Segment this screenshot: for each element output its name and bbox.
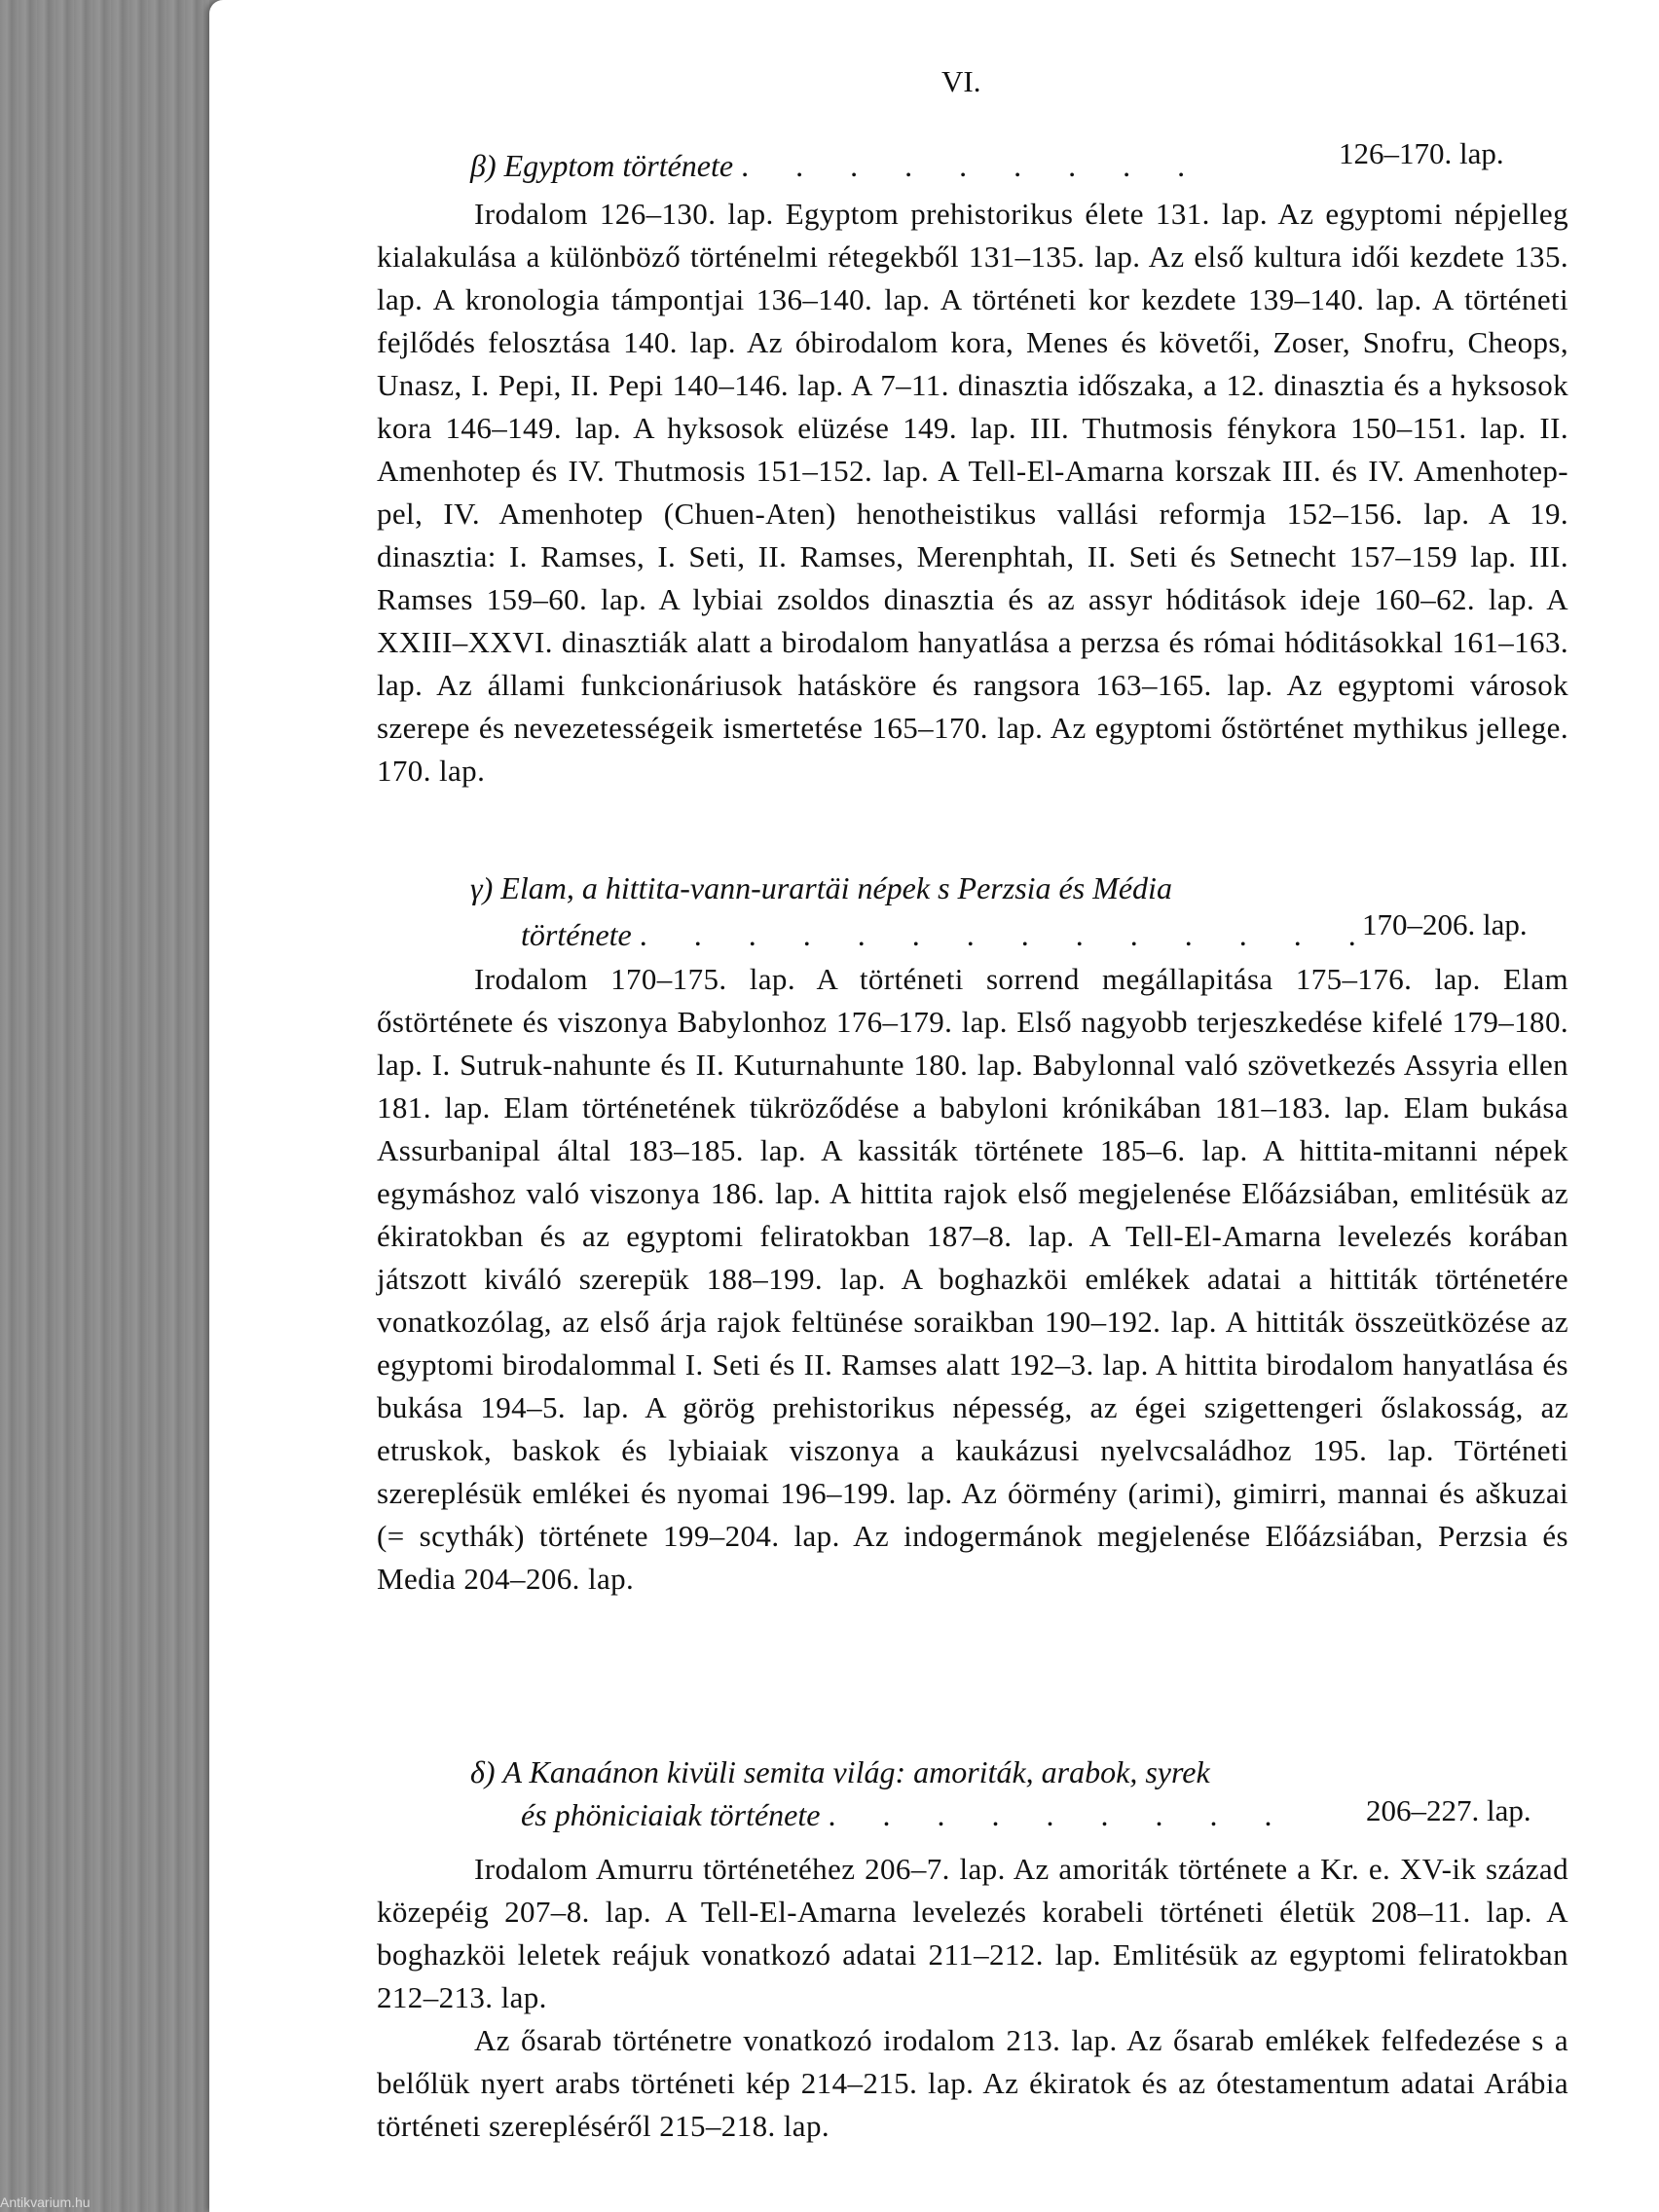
section-heading-delta-line2: és phöniciaiak története . . . . . . . . . (521, 1797, 1292, 1832)
page-background-edge (0, 0, 209, 2212)
section-title-delta: δ) A Kanaánon kivüli semita világ: amoriták, arabok, syrek (470, 1754, 1210, 1789)
section-body-delta (377, 1848, 1568, 2019)
section-body-gamma (377, 958, 1568, 1601)
page-number: VI. (941, 64, 981, 98)
section-title-beta: β) Egyptom története (470, 148, 734, 183)
paragraph: Irodalom 170–175. lap. A történeti sorrend megállapitása 175–176. lap. Elam őstörténete és viszonya Babylonhoz 176–179. lap. Első nagyobb terjeszkedése kifelé 179–180. lap. I. Sutruk-nahunte és II. Kuturnahunte 180. lap. Babylonnal való szövetkezés Assyria ellen 181. lap. Elam történetének tükröződése a babyloni krónikában 181–183. lap. Elam bukása Assurbanipal által 183–185. lap. A kassiták története 185–6. lap. A hittita-mitanni népek egymáshoz való viszonya 186. lap. A hittita rajok első megjelenése Előázsiában, emlitésük az ékiratokban és az egyptomi feliratokban 187–8. lap. A Tell-El-Amarna levelezés korában játszott kiváló szerepük 188–199. lap. A boghazköi emlékek adatai a hittiták történetére vonatkozólag, az első árja rajok feltünése soraikban 190–192. lap. A hittiták összeütközése az egyptomi birodalommal I. Seti és II. Ramses alatt 192–3. lap. A hittita birodalom hanyatlása és bukása 194–5. lap. A görög prehistorikus népesség, az égei szigettengeri őslakosság, az etruskok, baskok és lybiaiak viszonya a kaukázusi nyelvcsaládhoz 195. lap. Történeti szereplésük emlékei és nyomai 196–199. lap. Az óörmény (arimi), gimirri, mannai és aškuzai (= scythák) története 199–204. lap. Az indogermánok megjelenése Előázsiában, Perzsia és Media 204–206. lap. (377, 962, 1568, 1596)
watermark: Antikvarium.hu (0, 2194, 91, 2210)
paragraph: Irodalom Amurru történetéhez 206–7. lap. Az amoriták története a Kr. e. XV-ik század közepéig 207–8. lap. A Tell-El-Amarna levelezés korabeli történeti életük 208–11. lap. A boghazköi leletek reájuk vonatkozó adatai 211–212. lap. Emlitésük az egyptomi feliratokban 212–213. lap. (377, 1852, 1568, 2014)
section-body-beta (377, 193, 1568, 793)
section-pages-delta: 206–227. lap. (1366, 1793, 1531, 1827)
leader-dots: . . . . . . . . . . . . . . (639, 917, 1376, 952)
paragraph: Irodalom 126–130. lap. Egyptom prehistorikus élete 131. lap. Az egyptomi népjelleg kialakulása a különböző történelmi rétegekből 131–135. lap. Az első kultura idői kezdete 135. lap. A kronologia támpontjai 136–140. lap. A történeti kor kezdete 139–140. lap. A történeti fejlődés felosztása 140. lap. Az óbirodalom kora, Menes és követői, Zoser, Snofru, Cheops, Unasz, I. Pepi, II. Pepi 140–146. lap. A 7–11. dinasztia időszaka, a 12. dinasztia és a hyksosok kora 146–149. lap. A hyksosok elüzése 149. lap. III. Thutmosis fénykora 150–151. lap. II. Amenhotep és IV. Thutmosis 151–152. lap. A Tell-El-Amarna korszak III. és IV. Amenhotep-pel, IV. Amenhotep (Chuen-Aten) henotheistikus vallási reformja 152–156. lap. A 19. dinasztia: I. Ramses, I. Seti, II. Ramses, Merenphtah, II. Seti és Setnecht 157–159 lap. III. Ramses 159–60. lap. A lybiai zsoldos dinasztia és az assyr hóditások ideje 160–62. lap. A XXIII–XXVI. dinasztiák alatt a birodalom hanyatlása a perzsa és római hóditásokkal 161–163. lap. Az állami funkcionáriusok hatásköre és rangsora 163–165. lap. Az egyptomi városok szerepe és nevezetességeik ismertetése 165–170. lap. Az egyptomi őstörténet mythikus jellege. 170. lap. (377, 197, 1568, 788)
section-pages-gamma: 170–206. lap. (1362, 907, 1528, 941)
section-heading-gamma-line2: története . . . . . . . . . . . . . . (521, 917, 1376, 952)
leader-dots: . . . . . . . . . (741, 148, 1205, 183)
section-pages-beta: 126–170. lap. (1339, 136, 1504, 170)
leader-dots: . . . . . . . . . (828, 1797, 1292, 1832)
section-heading-beta (470, 144, 1204, 187)
section-title-gamma: γ) Elam, a hittita-vann-urartäi népek s Perzsia és Média (470, 870, 1172, 905)
paragraph: Az ősarab történetre vonatkozó irodalom 213. lap. Az ősarab emlékek felfedezése s a belőlük nyert arabs történeti kép 214–215. lap. Az ékiratok és az ótestamentum adatai Arábia történeti szerepléséről 215–218. lap. (377, 2023, 1568, 2143)
section-body-delta-2 (377, 2019, 1568, 2148)
section-heading-gamma (470, 866, 1172, 909)
book-page (209, 0, 1659, 2212)
section-heading-delta (470, 1751, 1210, 1793)
